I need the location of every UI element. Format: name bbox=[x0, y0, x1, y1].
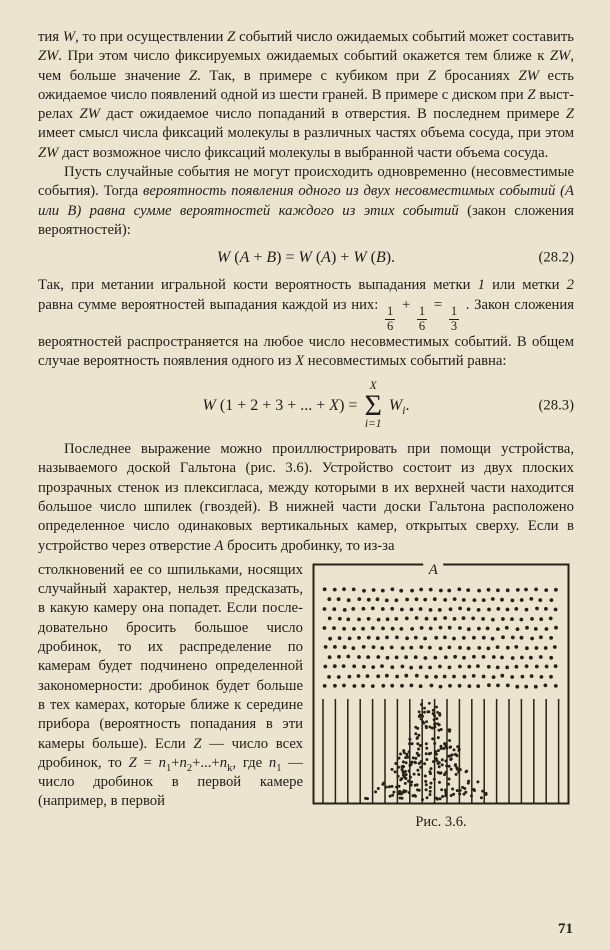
paragraph-expected-events: тия W, то при осуществлении Z событий число ожидаемых событий может составить ZW. При этом число фиксируемых ожидаемых событий окажется тем ближе к ZW, чем больше значение Z. Так, в примере с кубиком при Z бросаниях ZW есть ожидаемое число появлений одной из шести граней. В примере с диском при Z выстрелах ZW даст ожидаемое число попаданий в отверстия. В последнем примере Z имеет смысл числа фиксаций молекулы в различных частях объема сосуда, при этом ZW даст возможное число фиксаций молекулы в выбранной части объема сосуда. bbox=[38, 29, 574, 161]
equation-28-2-number: (28.2) bbox=[538, 249, 574, 266]
galton-board-drawing bbox=[312, 563, 570, 805]
sigma-icon: Σ bbox=[364, 388, 382, 422]
equation-28-3 bbox=[38, 380, 574, 431]
summation-symbol bbox=[364, 380, 381, 431]
figure-galton-board bbox=[312, 563, 574, 831]
paragraph-galton-continued: столкновений ее со шпильками, носящих случайный характер, нельзя предсказать, в какую камеру она попадет. Если последовательно бросить большое число дробинок, то их распределение по камерам будет подчинено определенной закономерности: дробинок будет больше в тех камерах, которые ближе к середине прибора (вероятность попадания в эти камеры больше). Если Z — число всех дробинок, то $Z = n_1+n_2+...+n_k$, где $n_1$ — число дробинок в первой камере (например, в первой bbox=[38, 561, 304, 810]
equation-28-2 bbox=[38, 249, 574, 267]
equation-28-3-rhs: $W_i$. bbox=[388, 396, 410, 417]
equation-28-3-lhs: W (1 + 2 + 3 + ... + X) = bbox=[202, 396, 358, 414]
equation-28-3-number: (28.3) bbox=[538, 397, 574, 414]
page-number: 71 bbox=[558, 921, 573, 937]
equation-28-2-body: W (A + B) = W (A) + W (B). bbox=[216, 249, 396, 267]
opening-label: A bbox=[428, 561, 438, 578]
paragraph-dice-example: Так, при метании игральной кости вероятность выпадания метки 1 или метки 2 равна сумме вероятностей выпадания каждой из них: $\frac{1}{6}$ + $\frac{1}{6}$ = $\frac{1}{3}$ . Закон сложения вероятностей распространяется на любое число несовместимых событий. В общем случае вероятность появления одного из X несовместимых событий равна: bbox=[38, 277, 575, 369]
equation-28-3-body bbox=[203, 380, 410, 431]
paragraph-addition-law: Пусть случайные события не могут происходить одновременно (несовместимые события). Тогда вероятность появления одного из двух несовместимых событий (А или В) равна сумме вероятностей каждого из этих событий (закон сложения вероятностей): bbox=[38, 164, 575, 238]
paragraph-galton-board: Последнее выражение можно проиллюстрировать при помощи устройства, называемого доской Гальтона (рис. 3.6). Устройство состоит из двух плоских прозрачных стенок из плексигласа, между которыми в их верхней части находится большое число шпилек (гвоздей). В нижней части доски Гальтона расположено определенное число одинаковых вертикальных камер, открытых сверху. Если в устройство через отверстие А бросить дробинку, то из-за bbox=[38, 441, 574, 554]
sum-lower-limit: i=1 bbox=[364, 418, 382, 431]
sum-upper-limit: X bbox=[369, 380, 377, 393]
figure-caption: Рис. 3.6. bbox=[415, 813, 467, 830]
two-column-section bbox=[38, 561, 574, 831]
galton-board-svg bbox=[312, 563, 570, 805]
